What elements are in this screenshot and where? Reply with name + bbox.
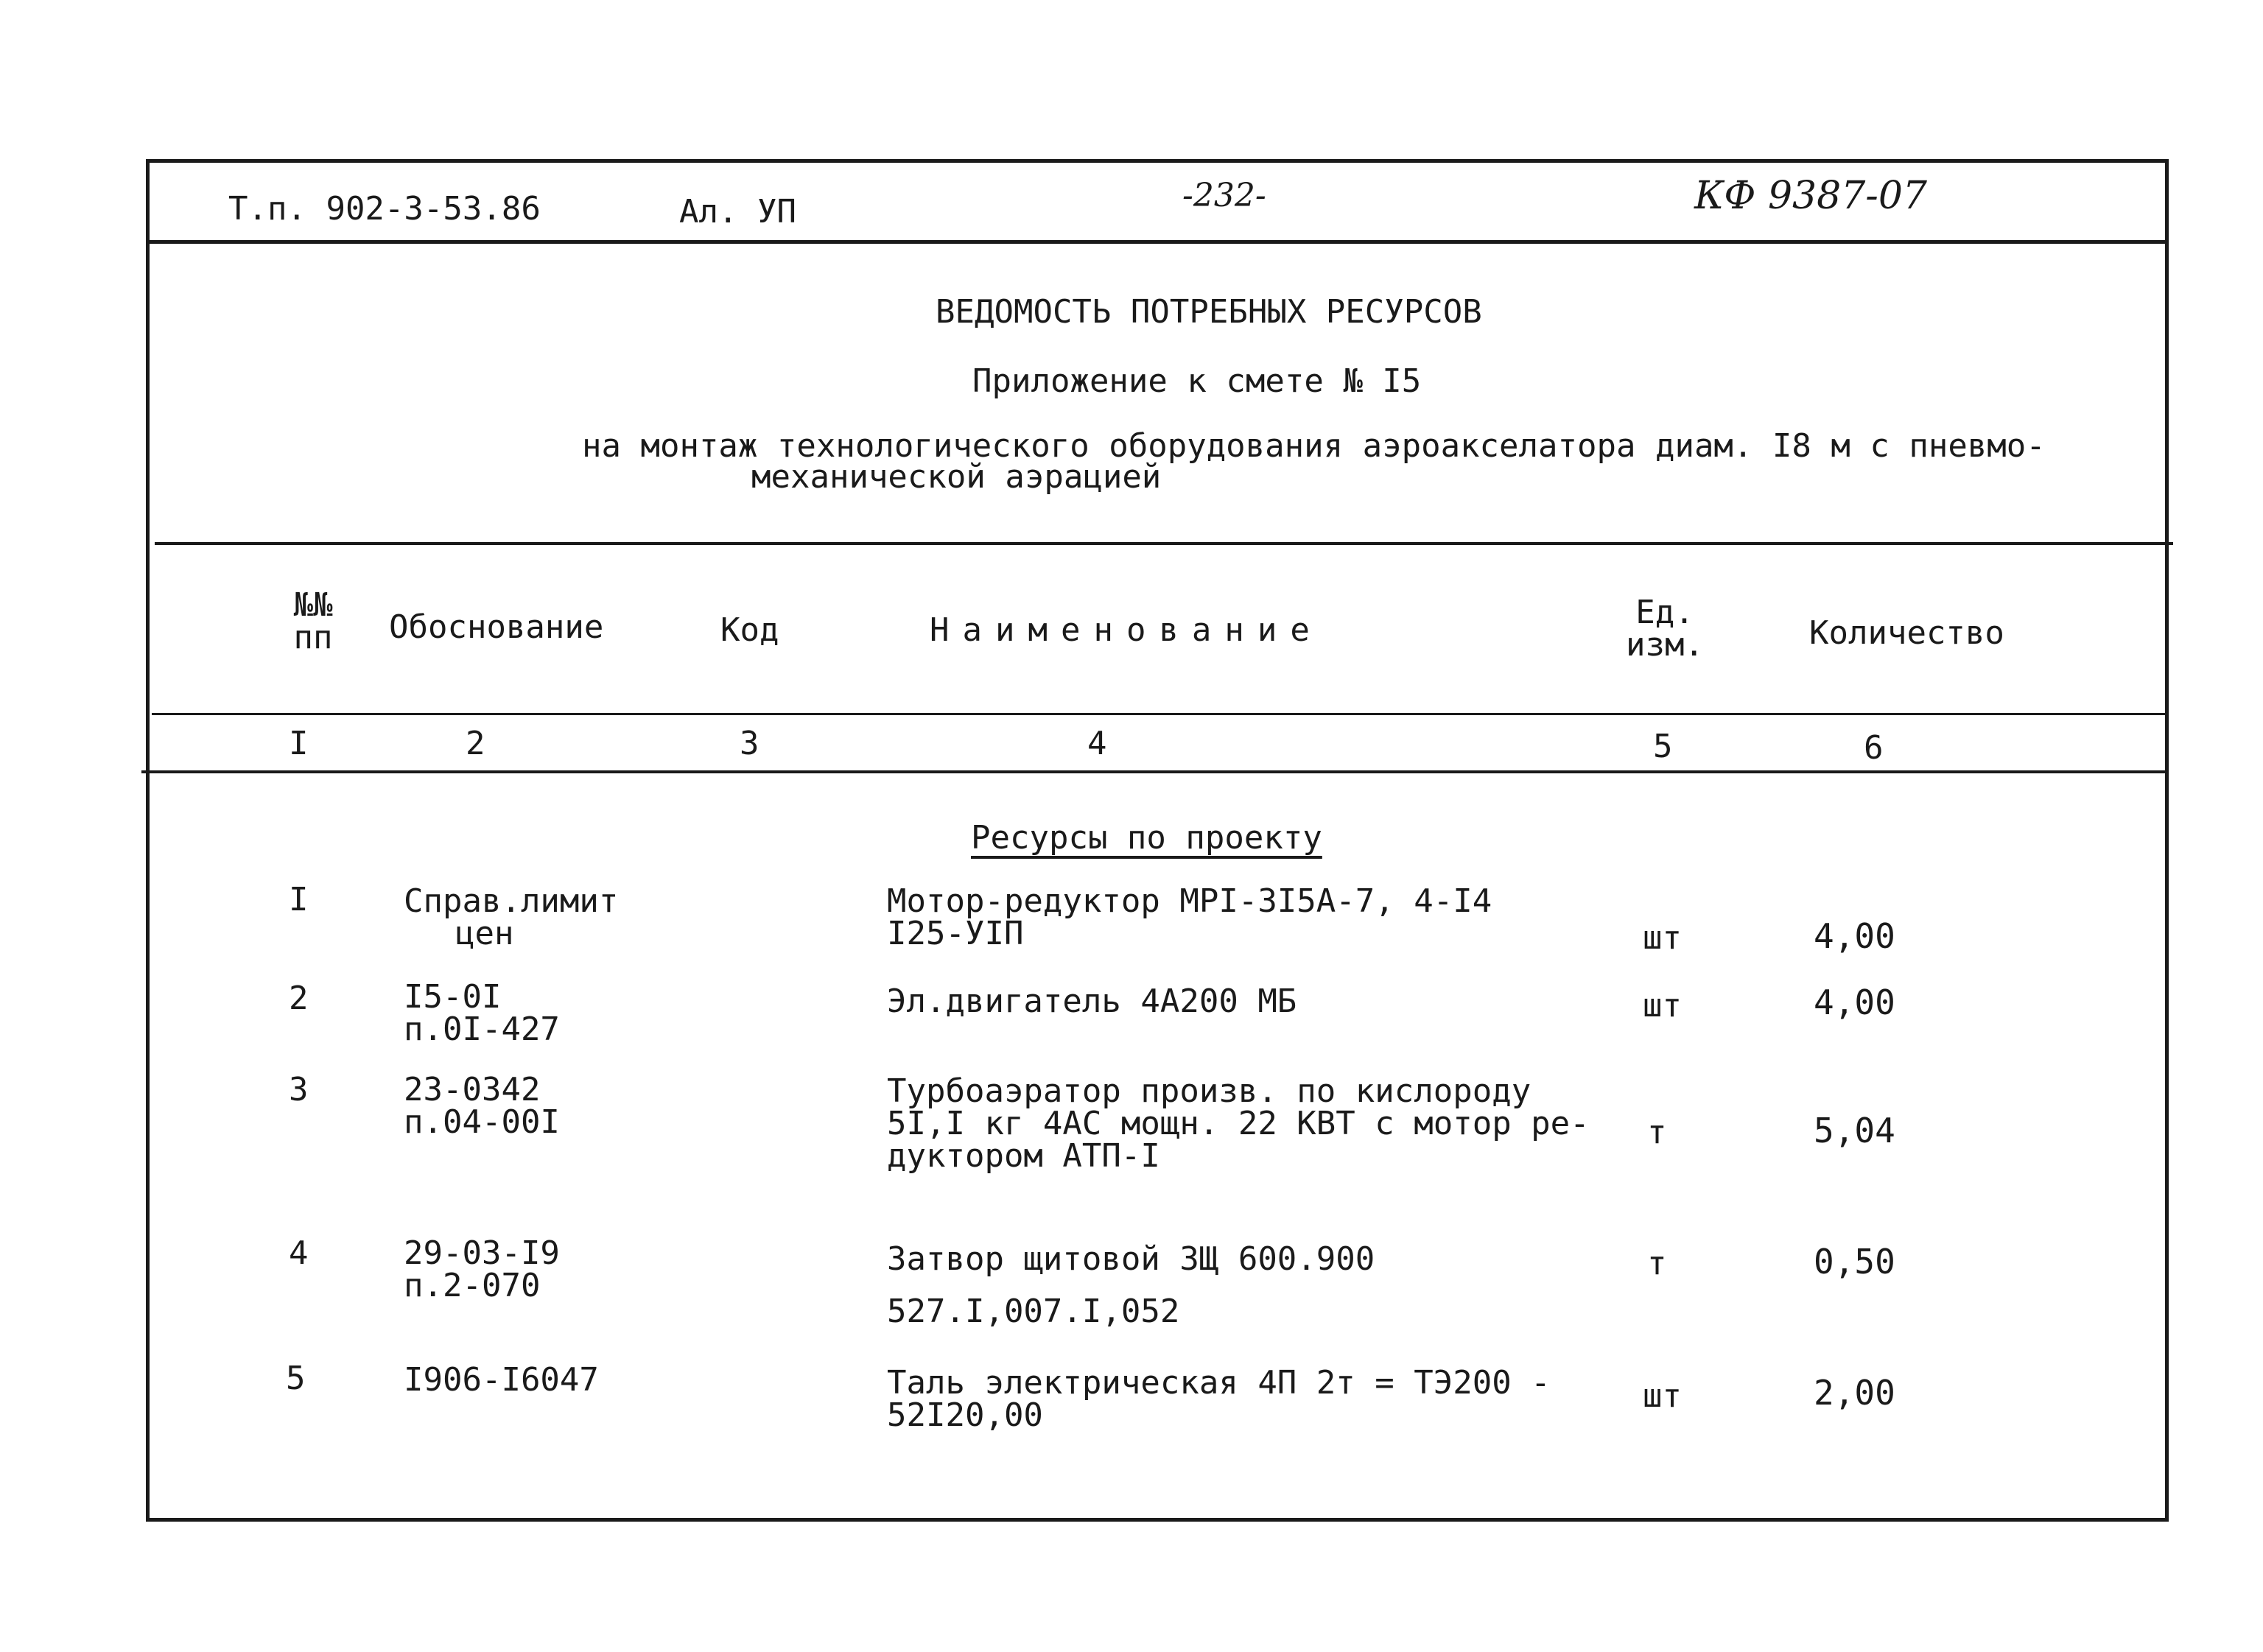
row-number: 4 xyxy=(289,1234,309,1272)
col-number-5: 5 xyxy=(1653,728,1673,765)
row-basis: I906-I6047 xyxy=(404,1361,599,1399)
row-name: Эл.двигатель 4А200 МБ xyxy=(887,983,1297,1020)
header-divider xyxy=(146,240,2169,244)
row-number: I xyxy=(289,881,309,918)
row-qty: 2,00 xyxy=(1814,1373,1895,1413)
row-unit: шт xyxy=(1643,919,1682,957)
row-number: 5 xyxy=(286,1360,306,1397)
subject-line-2: механической аэрацией xyxy=(751,458,1162,496)
subject-line-1: на монтаж технологического оборудования аэроакселатора диам. I8 м с пневмо- xyxy=(582,427,2046,465)
col-number-1: I xyxy=(289,725,309,762)
row-name: Затвор щитовой ЗЩ 600.900 527.I,007.I,052 xyxy=(887,1240,1375,1330)
row-qty: 0,50 xyxy=(1814,1242,1895,1282)
col-no-header: №№ пп xyxy=(293,586,333,656)
header-divider-2 xyxy=(152,713,2167,715)
col-number-4: 4 xyxy=(1087,725,1107,762)
sheet-code: КФ 9387-07 xyxy=(1694,174,1928,218)
col-qty-header: Количество xyxy=(1809,614,2004,652)
col-name-header: Наименование xyxy=(930,611,1323,649)
row-qty: 5,04 xyxy=(1814,1111,1895,1150)
row-unit: шт xyxy=(1643,987,1682,1024)
row-qty: 4,00 xyxy=(1814,916,1895,956)
col-unit-header: Ед. изм. xyxy=(1626,594,1704,664)
col-code-header: Код xyxy=(720,611,779,649)
col-number-2: 2 xyxy=(466,725,485,762)
col-number-6: 6 xyxy=(1864,729,1884,767)
row-basis: 29-03-I9 п.2-070 xyxy=(404,1234,560,1304)
col-number-3: 3 xyxy=(740,725,759,762)
row-unit: т xyxy=(1647,1114,1667,1151)
document-title: ВЕДОМОСТЬ ПОТРЕБНЫХ РЕСУРСОВ xyxy=(936,293,1482,331)
section-title: Ресурсы по проекту xyxy=(971,819,1322,857)
row-qty: 4,00 xyxy=(1814,983,1895,1022)
doc-code: Т.п. 902-3-53.86 xyxy=(228,190,541,228)
row-unit: шт xyxy=(1643,1377,1682,1415)
title-divider xyxy=(155,542,2173,545)
estimate-subtitle: Приложение к смете № I5 xyxy=(972,362,1422,400)
col-basis-header: Обоснование xyxy=(389,608,604,646)
row-basis: Справ.лимит цен xyxy=(404,882,619,952)
row-name: Турбоаэратор произв. по кислороду 5I,I кг 4АС мощн. 22 КВТ с мотор ре- дуктором АТП-I xyxy=(887,1072,1590,1175)
row-unit: т xyxy=(1647,1245,1667,1282)
row-name: Мотор-редуктор МРI-3I5А-7, 4-I4 I25-УIП xyxy=(887,882,1492,952)
row-number: 2 xyxy=(289,980,309,1017)
page-number: -232- xyxy=(1182,177,1266,214)
album-number: Ал. УП xyxy=(679,193,796,231)
row-number: 3 xyxy=(289,1071,309,1108)
row-basis: 23-0342 п.04-00I xyxy=(404,1071,560,1141)
column-number-divider xyxy=(141,770,2167,773)
row-basis: I5-0I п.0I-427 xyxy=(404,978,560,1048)
row-name: Таль электрическая 4П 2т = ТЭ200 - 52I20,00 xyxy=(887,1364,1551,1434)
